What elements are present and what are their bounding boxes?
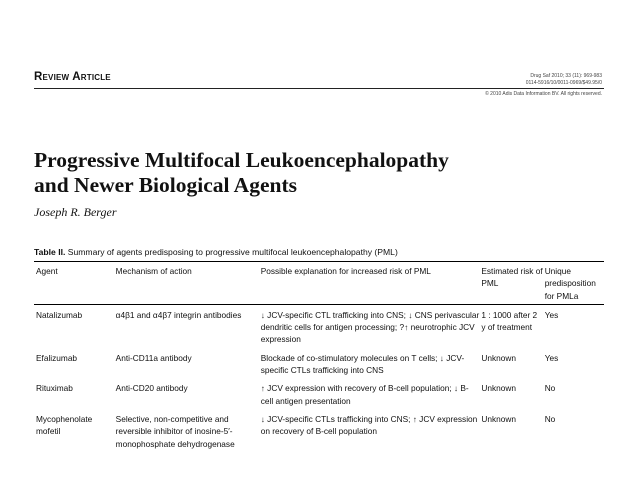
- cell-risk: 1 : 1000 after 2 y of treatment: [481, 309, 538, 333]
- column-header-risk: Estimated risk of PML: [479, 262, 542, 304]
- journal-citation: [526, 73, 602, 86]
- cell-risk: Unknown: [481, 413, 516, 424]
- copyright-notice: © 2010 Adis Data Information BV. All rights reserved.: [485, 91, 602, 97]
- cell-mechanism: Anti-CD11a antibody: [115, 352, 192, 363]
- cell-unique: No: [544, 413, 556, 424]
- table-caption-label: Table II.: [34, 247, 66, 257]
- cell-explanation: ↓ JCV-specific CTLs trafficking into CNS; ↑ JCV expression on recovery of B-cell population: [260, 413, 478, 437]
- cell-explanation: Blockade of co-stimulatory molecules on T cells; ↓ JCV-specific CTLs trafficking into CNS: [260, 352, 465, 376]
- header-rule: [34, 88, 604, 89]
- cell-unique: Yes: [544, 352, 559, 363]
- cell-risk: Unknown: [481, 352, 516, 363]
- cell-risk: Unknown: [481, 383, 516, 394]
- table-caption-text: Summary of agents predisposing to progressive multifocal leukoencephalopathy (PML): [67, 247, 398, 257]
- table-row: [34, 349, 604, 380]
- title-line-1: Progressive Multifocal Leukoencephalopathy: [34, 148, 449, 172]
- article-type-label: Review Article: [34, 71, 111, 83]
- table-header-row: [34, 262, 604, 304]
- article-title: [34, 148, 614, 198]
- column-header-explanation: Possible explanation for increased risk of PML: [259, 262, 480, 304]
- column-header-unique: Unique predisposition for PMLa: [543, 262, 604, 304]
- citation-line-1: Drug Saf 2010; 33 (11): 969-983: [530, 73, 602, 79]
- table-row: [34, 379, 604, 410]
- cell-explanation: ↑ JCV expression with recovery of B-cell population; ↓ B-cell antigen presentation: [260, 383, 469, 406]
- cell-mechanism: α4β1 and α4β7 integrin antibodies: [115, 309, 242, 320]
- cell-unique: No: [544, 383, 556, 394]
- citation-line-2: 0114-5916/10/0011-0969/$49.95/0: [525, 79, 602, 86]
- cell-mechanism: Anti-CD20 antibody: [115, 383, 188, 394]
- table-row: [34, 304, 604, 348]
- pml-agents-table: [34, 262, 604, 453]
- column-header-agent: Agent: [34, 262, 114, 304]
- cell-agent: Efalizumab: [36, 352, 78, 363]
- cell-agent: Rituximab: [36, 383, 73, 394]
- table-caption: [34, 247, 614, 257]
- cell-agent: Mycophenolate mofetil: [36, 413, 93, 437]
- cell-mechanism: Selective, non-competitive and reversible inhibitor of inosine-5′-monophosphate dehydrogenase: [115, 413, 235, 449]
- cell-explanation: ↓ JCV-specific CTL trafficking into CNS; ↓ CNS perivascular dendritic cells for antigen processing; ?↑ neurotrophic JCV expression: [260, 309, 480, 345]
- author-name: Joseph R. Berger: [34, 205, 117, 219]
- cell-agent: Natalizumab: [36, 309, 83, 320]
- title-line-2: and Newer Biological Agents: [34, 173, 297, 197]
- cell-unique: Yes: [544, 309, 559, 320]
- column-header-mechanism: Mechanism of action: [114, 262, 259, 304]
- table-row: [34, 410, 604, 453]
